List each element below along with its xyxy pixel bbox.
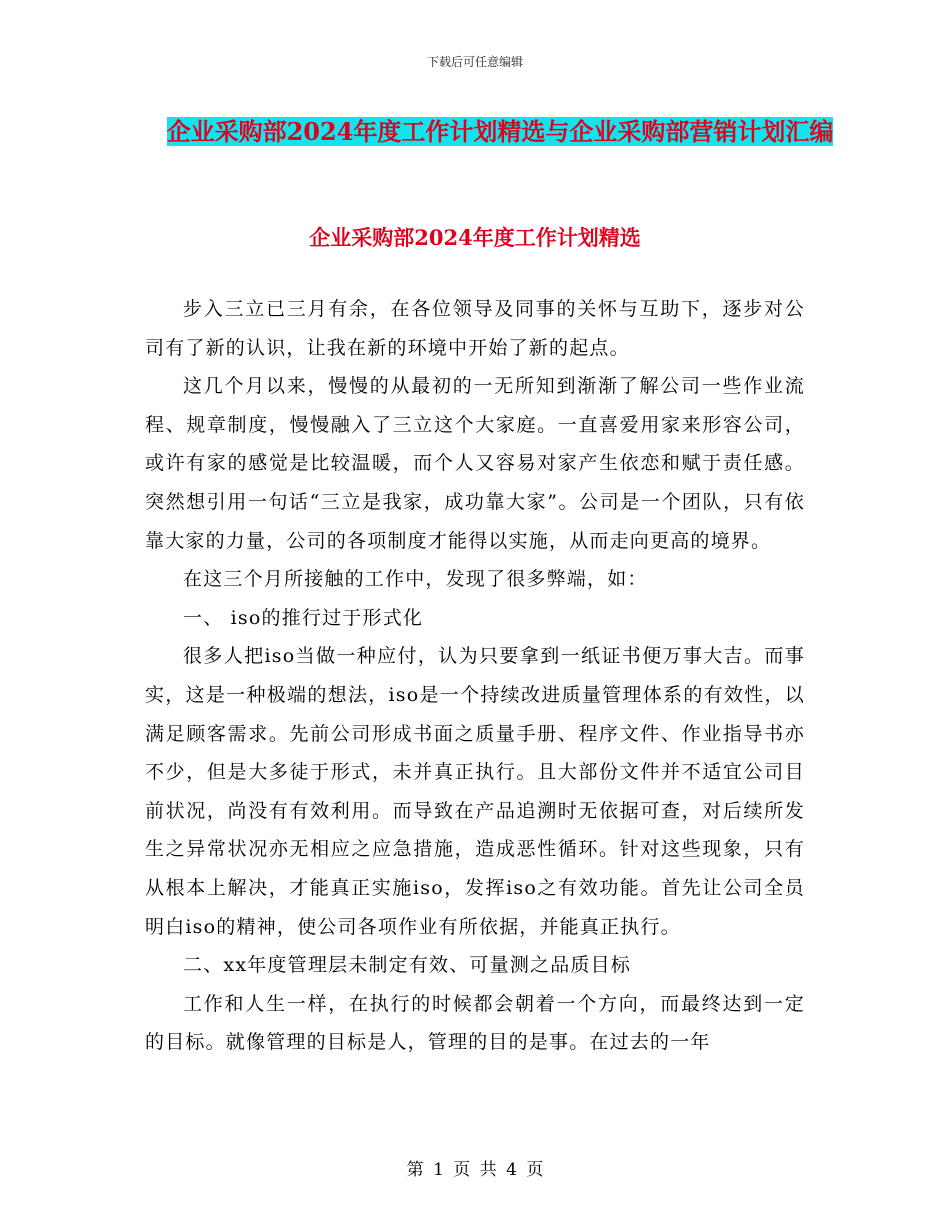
page-number-footer: 第 1 页 共 4 页 [406,1160,544,1180]
paragraph: 工作和人生一样，在执行的时候都会朝着一个方向，而最终达到一定的目标。就像管理的目标是人，管理的目的是事。在过去的一年 [145,992,805,1054]
paragraph: 步入三立已三月有余，在各位领导及同事的关怀与互助下，逐步对公司有了新的认识，让我在新的环境中开始了新的起点。 [145,298,805,359]
paragraph: 很多人把iso当做一种应付，认为只要拿到一纸证书便万事大吉。而事实，这是一种极端的想法，iso是一个持续改进质量管理体系的有效性，以满足顾客需求。先前公司形成书面之质量手册、程序文件、作业指导书亦不少，但是大多徒于形式，未并真正执行。且大部份文件并不适宜公司目前状况，尚没有有效利用。而导致在产品追溯时无依据可查，对后续所发生之异常状况亦无相应之应急措施，造成恶性循环。针对这些现象，只有从根本上解决，才能真正实施iso，发挥iso之有效功能。首先让公司全员明白iso的精神，使公司各项作业有所依据，并能真正执行。 [145,645,805,938]
subheading: 一、 iso的推行过于形式化 [183,606,424,629]
header-note: 下载后可任意编辑 [426,55,523,69]
paragraph: 这几个月以来，慢慢的从最初的一无所知到渐渐了解公司一些作业流程、规章制度，慢慢融入了三立这个大家庭。一直喜爱用家来形容公司，或许有家的感觉是比较温暖，而个人又容易对家产生依恋和赋于责任感。突然想引用一句话“三立是我家，成功靠大家”。公司是一个团队，只有依靠大家的力量，公司的各项制度才能得以实施，从而走向更高的境界。 [145,375,805,552]
paragraph: 在这三个月所接触的工作中，发现了很多弊端，如： [183,568,648,591]
document-body [145,290,805,1062]
document-title [150,109,850,154]
section-title: 企业采购部2024年度工作计划精选 [309,225,641,250]
document-title-text: 企业采购部2024年度工作计划精选与企业采购部营销计划汇编 [166,117,834,146]
subheading: 二、xx年度管理层未制定有效、可量测之品质目标 [183,954,632,977]
